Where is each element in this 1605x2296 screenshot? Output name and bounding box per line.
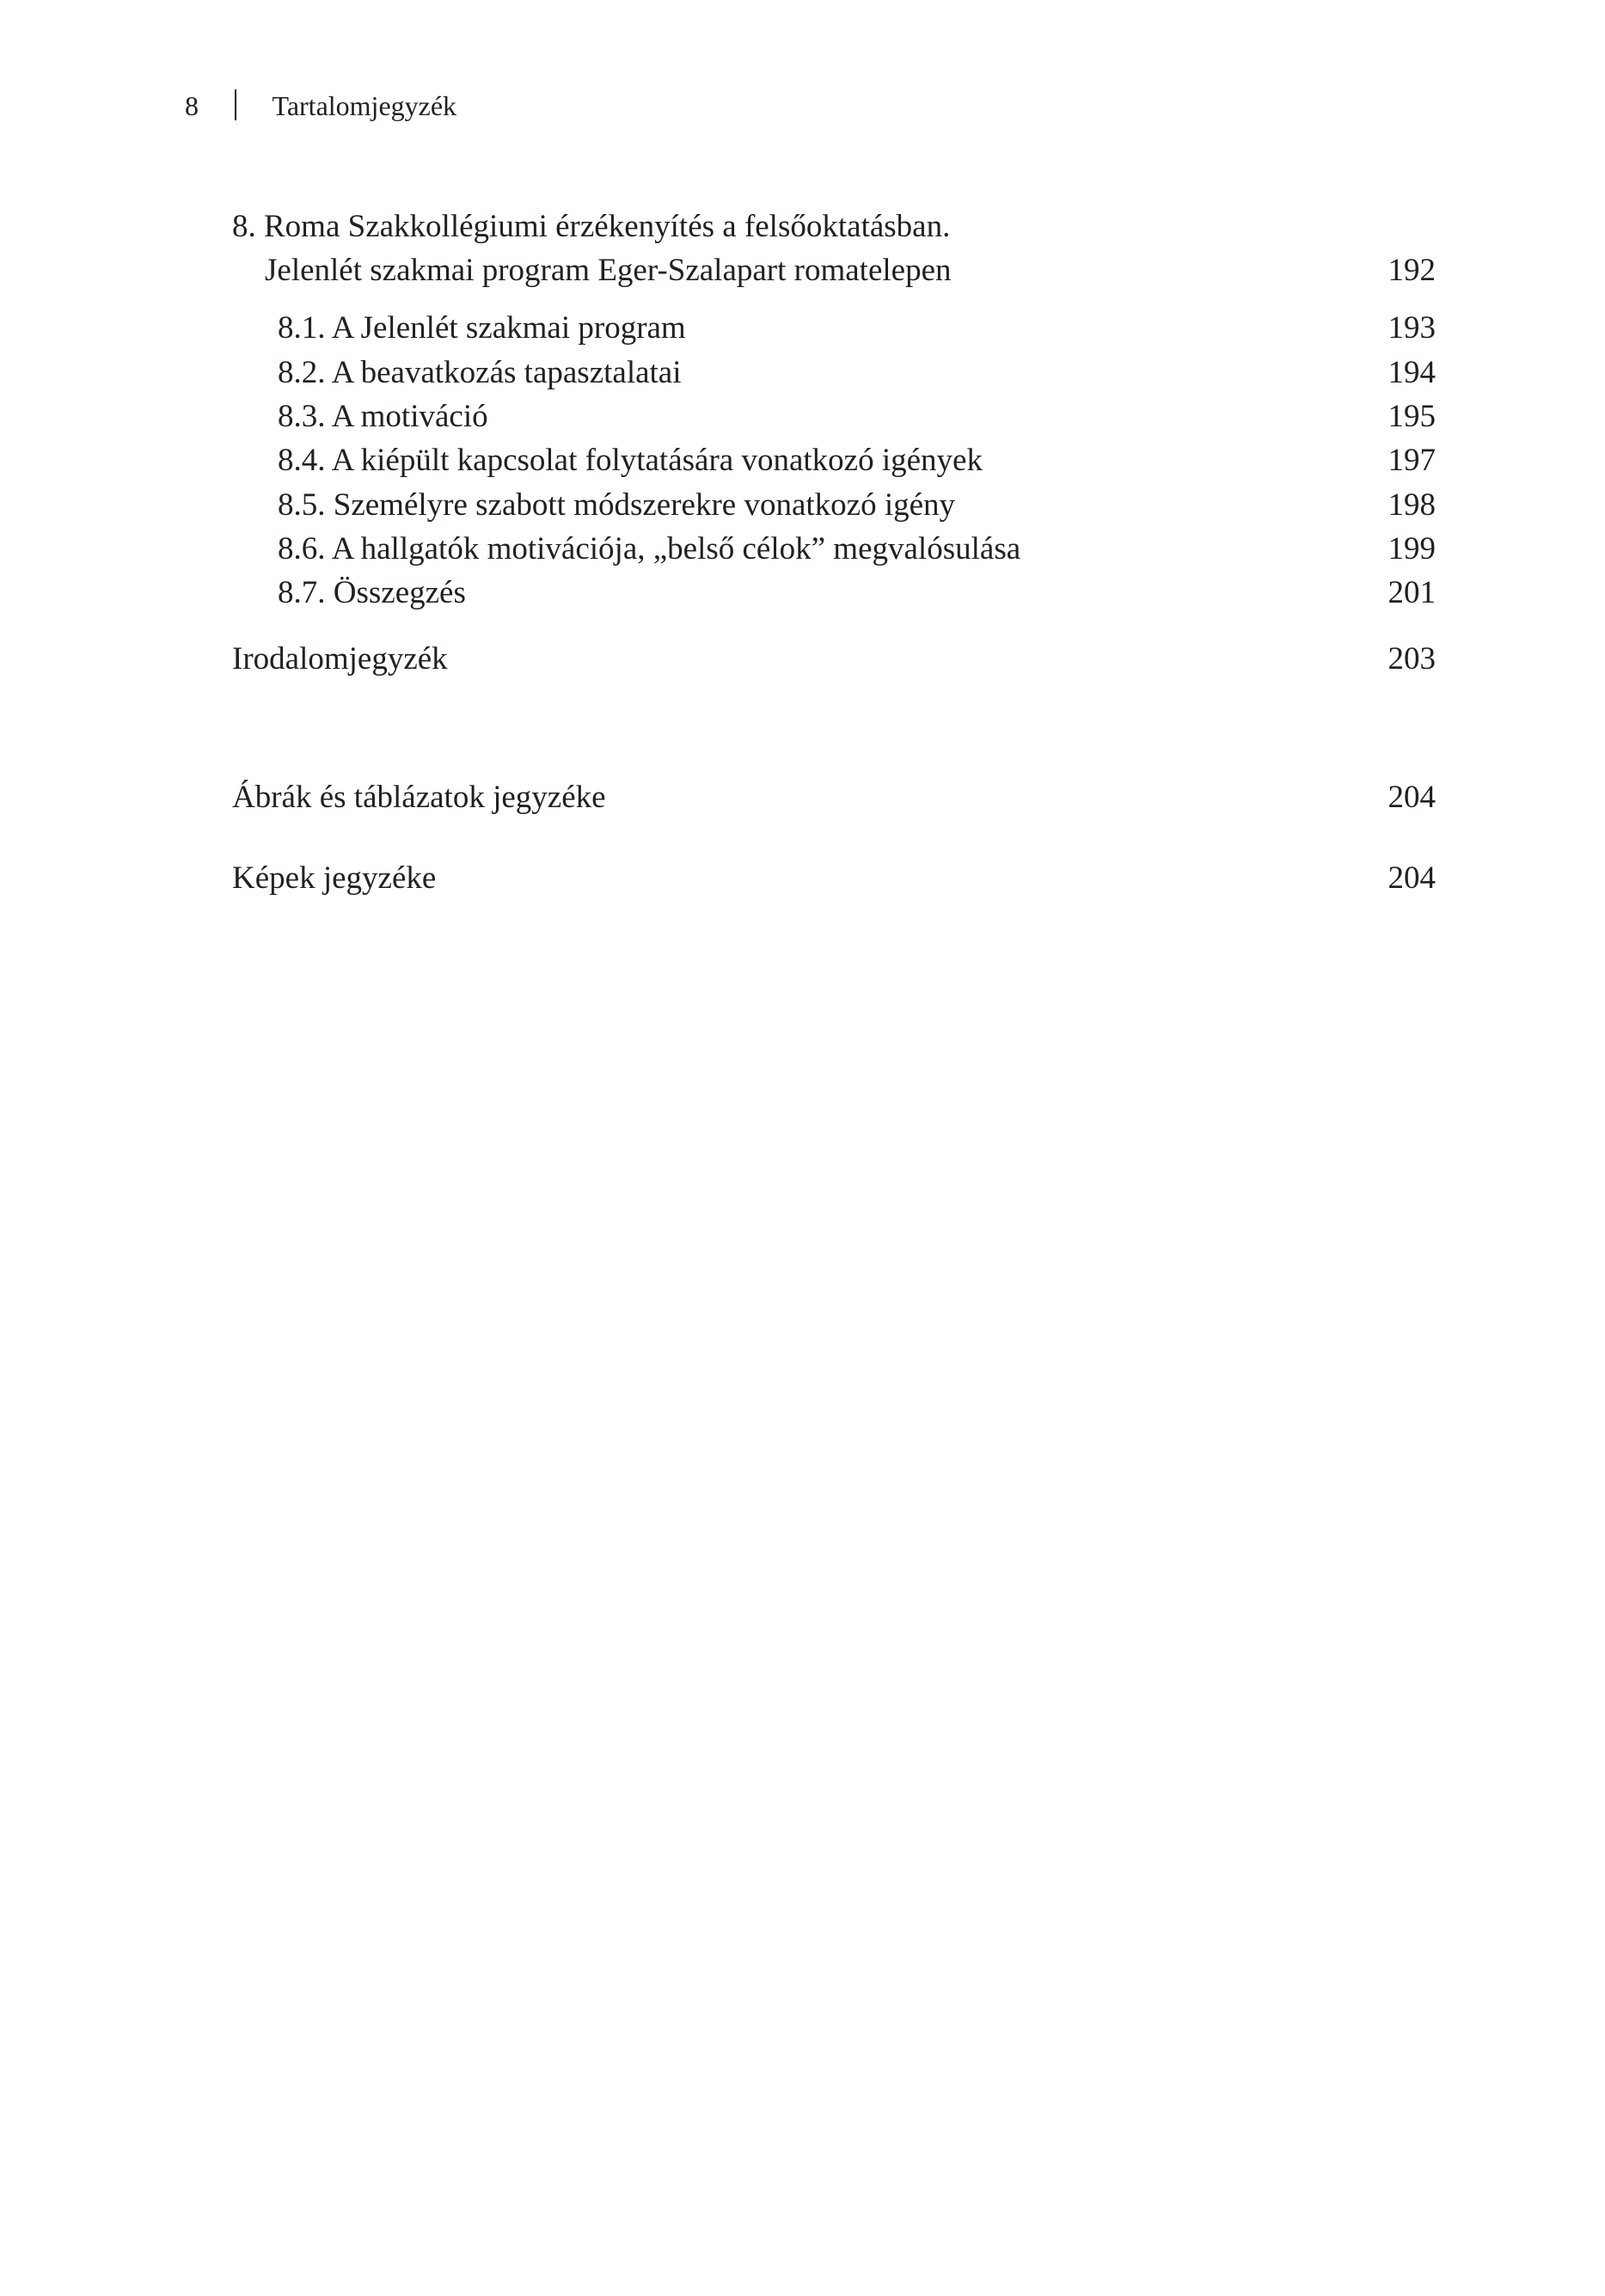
toc-entry-8-4[interactable]	[232, 438, 1436, 483]
toc-page-number: 192	[1388, 253, 1436, 288]
toc-entry-title: Jelenlét szakmai program Eger-Szalapart romatelepen	[265, 253, 952, 288]
toc-chapter-8-subtitle[interactable]	[232, 248, 1436, 293]
toc-entry-title: 8.4. A kiépült kapcsolat folytatására vonatkozó igények	[278, 443, 983, 478]
toc-page-number: 197	[1388, 443, 1436, 478]
toc-page-number: 204	[1388, 780, 1436, 815]
running-title: Tartalomjegyzék	[272, 90, 457, 121]
toc-page-number: 203	[1388, 641, 1436, 677]
toc-entry-title: 8.5. Személyre szabott módszerekre vonatkozó igény	[278, 487, 956, 523]
toc-entry-8-1[interactable]	[232, 306, 1436, 351]
toc-entry-title: 8. Roma Szakkollégiumi érzékenyítés a felsőoktatásban.	[232, 209, 951, 244]
toc-entry-title: 8.3. A motiváció	[278, 399, 488, 434]
toc-page-number: 194	[1388, 355, 1436, 390]
toc-entry-8-7[interactable]	[232, 571, 1436, 615]
header-separator	[235, 89, 236, 120]
toc-page-number: 198	[1388, 487, 1436, 523]
toc-entry-8-3[interactable]	[232, 395, 1436, 439]
toc-chapter-8-title[interactable]	[232, 205, 1436, 249]
running-header	[185, 86, 456, 126]
toc-entry-8-6[interactable]	[232, 527, 1436, 572]
toc-entry-title: 8.6. A hallgatók motivációja, „belső célok” megvalósulása	[278, 531, 1021, 566]
toc-entry-8-5[interactable]	[232, 483, 1436, 528]
toc-entry-title: 8.7. Összegzés	[278, 575, 466, 610]
toc-page-number: 195	[1388, 399, 1436, 434]
toc-entry-8-2[interactable]	[232, 351, 1436, 395]
toc-entry-figures-tables[interactable]	[232, 775, 1436, 820]
toc-entry-bibliography[interactable]	[232, 637, 1436, 682]
toc-page-number: 201	[1388, 575, 1436, 610]
toc-entry-title: Képek jegyzéke	[232, 860, 437, 896]
toc-page-number: 204	[1388, 860, 1436, 896]
toc-page-number: 199	[1388, 531, 1436, 566]
page-number: 8	[185, 90, 199, 121]
toc-page-number: 193	[1388, 310, 1436, 346]
toc-entry-images[interactable]	[232, 856, 1436, 901]
toc-entry-title: Irodalomjegyzék	[232, 641, 448, 677]
toc-entry-title: Ábrák és táblázatok jegyzéke	[232, 780, 606, 815]
toc-entry-title: 8.1. A Jelenlét szakmai program	[278, 310, 686, 346]
toc-entry-title: 8.2. A beavatkozás tapasztalatai	[278, 355, 682, 390]
